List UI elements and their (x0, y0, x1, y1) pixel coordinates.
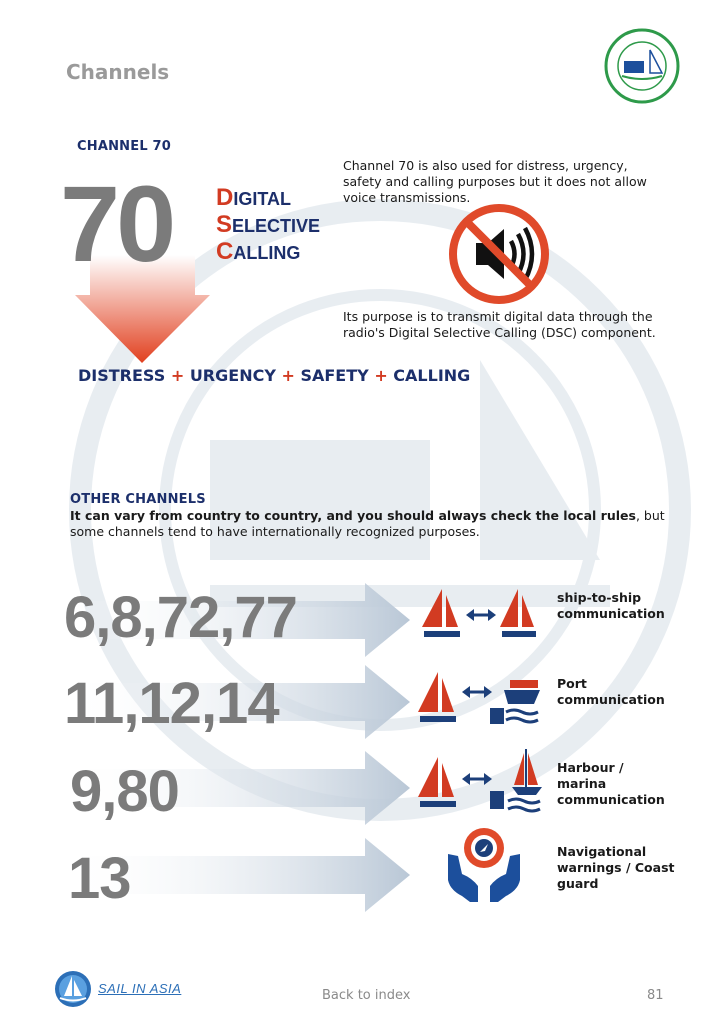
ship-to-ship-icon (418, 585, 542, 643)
purpose-row-3: Harbour / marina communication (557, 760, 665, 807)
sail-in-asia-logo (52, 970, 94, 1008)
purpose-row-4: Navigational warnings / Coast guard (557, 844, 675, 891)
no-voice-icon (448, 203, 550, 305)
intro-bold: It can vary from country to country, and you should always check the local rules (70, 508, 636, 523)
channels-row-2: 11,12,14 (64, 671, 279, 736)
port-icon (414, 668, 544, 728)
page-number: 81 (647, 988, 664, 1003)
purpose-row-1: ship-to-ship communication (557, 590, 665, 621)
purpose-row-2: Port communication (557, 676, 665, 707)
dsc-word-1 (216, 186, 291, 210)
channels-row-3: 9,80 (70, 759, 179, 824)
dsc-word-3 (216, 240, 300, 264)
back-to-index-link[interactable]: Back to index (322, 988, 411, 1003)
brand-name: SAIL IN ASIA (98, 981, 182, 996)
other-channels-intro (70, 508, 670, 540)
plus-sign: + (170, 366, 185, 385)
page-title: Channels (66, 60, 170, 84)
channel70-para1: Channel 70 is also used for distress, urgency, safety and calling purposes but it does not allow voice transmissions. (343, 158, 647, 205)
use-urgency: URGENCY (189, 366, 276, 385)
channel70-number: 70 (60, 163, 173, 284)
issa-logo (604, 28, 680, 104)
plus-sign: + (281, 366, 295, 385)
dsc-cap-1: D (216, 184, 234, 211)
harbour-icon (414, 747, 548, 813)
use-calling: CALLING (393, 366, 471, 385)
channel70-uses (78, 366, 470, 385)
dsc-rest-2: ELECTIVE (232, 216, 321, 236)
coast-guard-icon (444, 824, 524, 906)
other-channels-heading: OTHER CHANNELS (70, 492, 206, 507)
channel70-heading: CHANNEL 70 (77, 139, 172, 154)
dsc-rest-1: IGITAL (233, 189, 291, 209)
intro-rest: , but some channels tend to have internationally recognized purposes. (70, 508, 665, 539)
channel70-para2: Its purpose is to transmit digital data through the radio's Digital Selective Calling (DSC) component. (343, 309, 656, 340)
plus-sign: + (374, 366, 388, 385)
dsc-word-2 (216, 213, 320, 237)
use-safety: SAFETY (300, 366, 369, 385)
channels-row-4: 13 (68, 846, 131, 911)
dsc-cap-2: S (216, 211, 233, 238)
dsc-rest-3: ALLING (233, 243, 301, 263)
channels-row-1: 6,8,72,77 (64, 585, 297, 650)
dsc-cap-3: C (216, 238, 234, 265)
use-distress: DISTRESS (78, 366, 166, 385)
